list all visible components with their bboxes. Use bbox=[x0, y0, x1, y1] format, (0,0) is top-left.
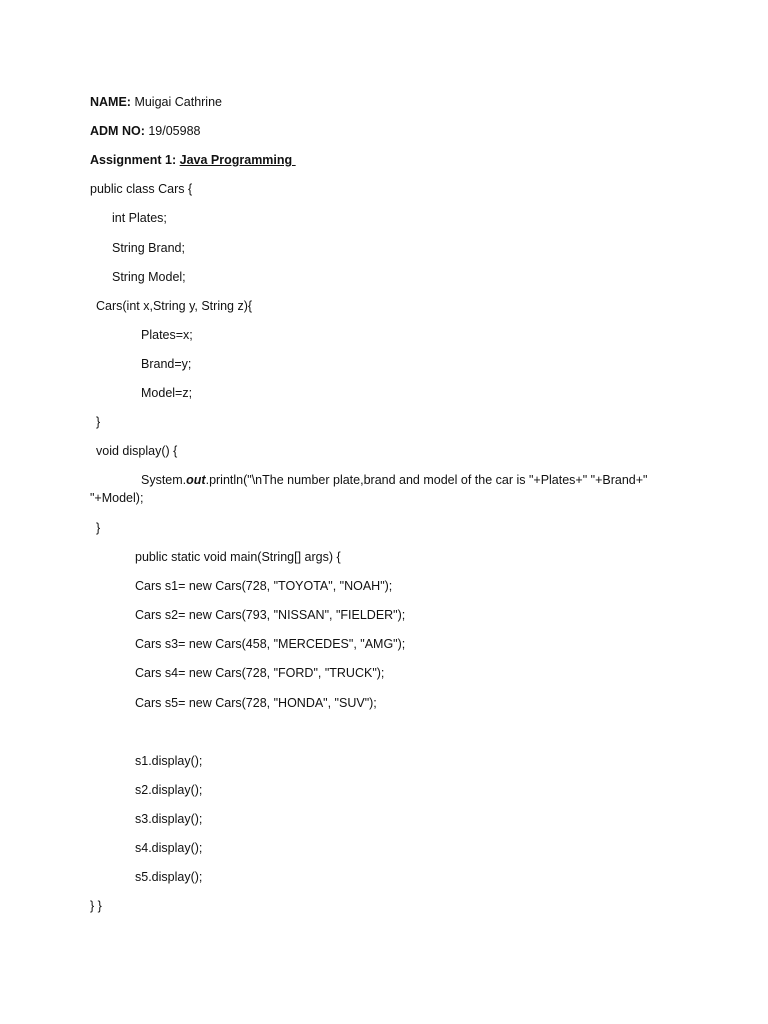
car-s2: Cars s2= new Cars(793, "NISSAN", "FIELDER"); bbox=[135, 608, 406, 622]
main-declaration: public static void main(String[] args) { bbox=[135, 550, 341, 564]
call-s5: s5.display(); bbox=[135, 870, 203, 884]
call-s4: s4.display(); bbox=[135, 841, 203, 855]
close-constructor-brace: } bbox=[96, 415, 101, 429]
car-s1: Cars s1= new Cars(728, "TOYOTA", "NOAH"); bbox=[135, 579, 393, 593]
println-statement bbox=[90, 471, 670, 507]
car-s3: Cars s3= new Cars(458, "MERCEDES", "AMG"); bbox=[135, 637, 406, 651]
adm-line bbox=[90, 123, 200, 139]
field-model: String Model; bbox=[112, 270, 186, 284]
call-s2: s2.display(); bbox=[135, 783, 203, 797]
adm-value: 19/05988 bbox=[144, 124, 201, 138]
assign-plates: Plates=x; bbox=[141, 328, 193, 342]
assign-brand: Brand=y; bbox=[141, 357, 192, 371]
class-declaration: public class Cars { bbox=[90, 182, 193, 196]
field-brand: String Brand; bbox=[112, 241, 185, 255]
call-s1: s1.display(); bbox=[135, 754, 203, 768]
closing-braces: } } bbox=[90, 899, 102, 913]
call-s3: s3.display(); bbox=[135, 812, 203, 826]
println-prefix: System. bbox=[141, 473, 187, 487]
name-value: Muigai Cathrine bbox=[130, 95, 222, 109]
assignment-line bbox=[90, 152, 296, 168]
assignment-title: Java Programming bbox=[179, 153, 296, 167]
constructor-declaration: Cars(int x,String y, String z){ bbox=[96, 299, 253, 313]
close-display-brace: } bbox=[96, 521, 101, 535]
assign-model: Model=z; bbox=[141, 386, 193, 400]
name-label: NAME: bbox=[90, 95, 131, 109]
car-s5: Cars s5= new Cars(728, "HONDA", "SUV"); bbox=[135, 696, 377, 710]
display-declaration: void display() { bbox=[96, 444, 178, 458]
car-s4: Cars s4= new Cars(728, "FORD", "TRUCK"); bbox=[135, 666, 385, 680]
println-rest: .println("\nThe number plate,brand and model of the car is "+Plates+" "+Brand+" "+Model); bbox=[90, 473, 648, 505]
println-out: out bbox=[186, 473, 206, 487]
assignment-label: Assignment 1: bbox=[90, 153, 177, 167]
field-plates: int Plates; bbox=[112, 211, 167, 225]
adm-label: ADM NO: bbox=[90, 124, 145, 138]
name-line bbox=[90, 94, 222, 110]
